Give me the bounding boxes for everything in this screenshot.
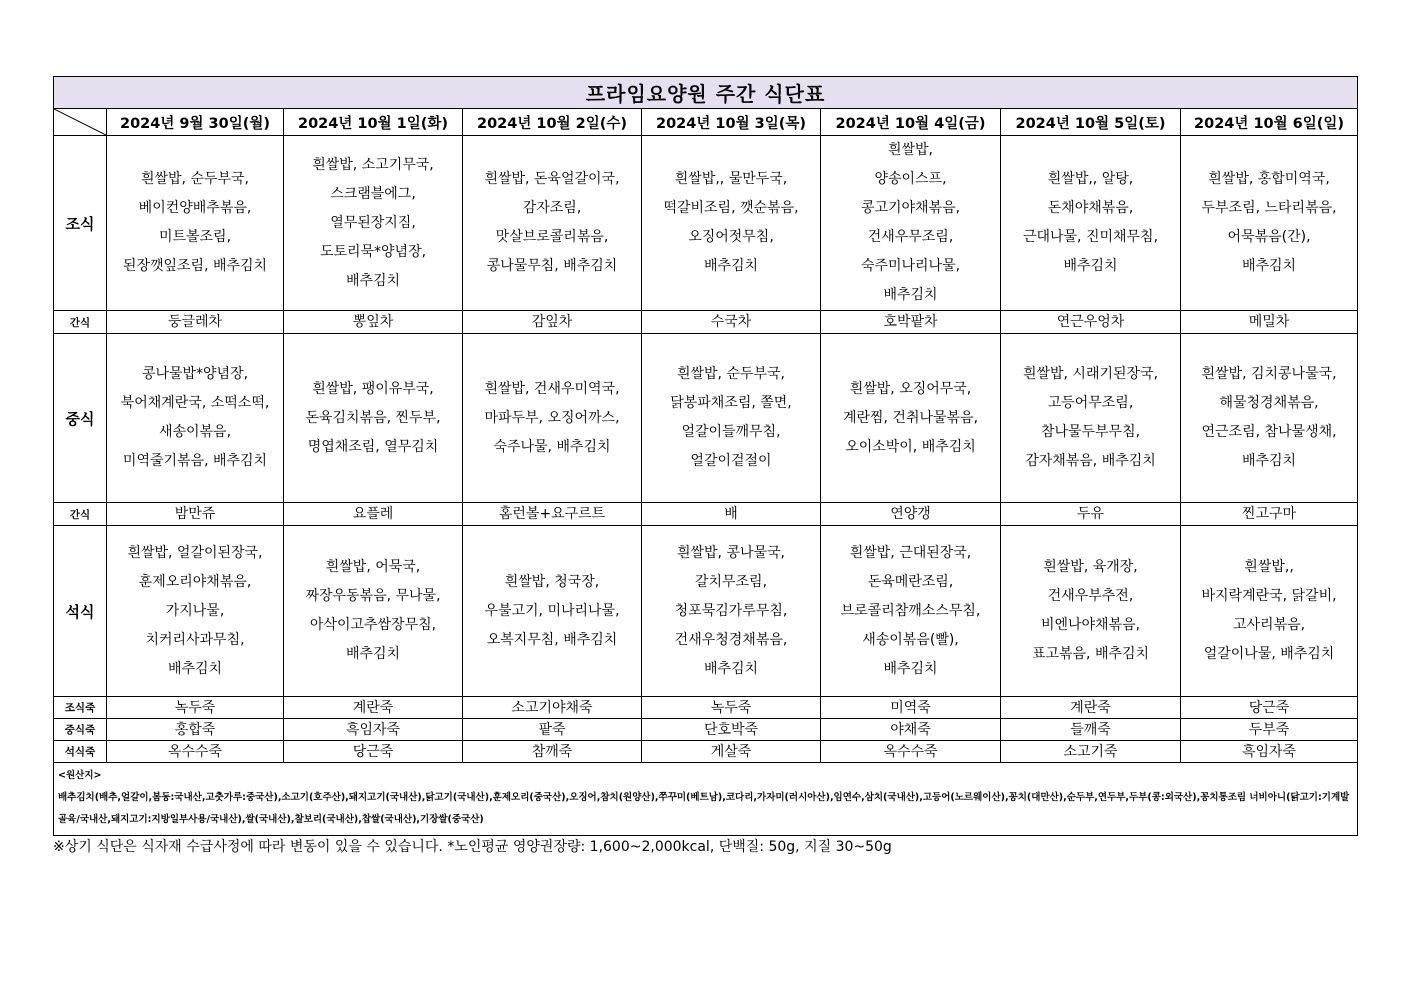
snack-cell: 뽕잎차 bbox=[284, 311, 463, 334]
snack-cell: 연근우엉차 bbox=[1001, 311, 1181, 334]
menu-title: 프라임요양원 주간 식단표 bbox=[54, 77, 1358, 109]
snack-cell: 메밀차 bbox=[1181, 311, 1358, 334]
menu-item-line: 비엔나야채볶음, bbox=[1040, 617, 1141, 633]
dinner-cell bbox=[463, 526, 642, 697]
porridge-cell: 소고기야채죽 bbox=[463, 697, 642, 719]
menu-item-line: 갈치무조림, bbox=[694, 573, 768, 590]
menu-item-line: 고사리볶음, bbox=[1233, 617, 1306, 633]
menu-item-line: 참나물두부무침, bbox=[1040, 424, 1141, 440]
menu-item-line: 감자채볶음, 배추김치 bbox=[1025, 453, 1156, 469]
porridge-cell: 게살죽 bbox=[642, 741, 821, 763]
dinner-cell bbox=[1001, 526, 1181, 697]
dinner-cell bbox=[642, 526, 821, 697]
breakfast-cell bbox=[284, 136, 463, 311]
porridge-cell: 흑임자죽 bbox=[284, 719, 463, 741]
row-label-snack1: 간식 bbox=[54, 311, 107, 334]
porridge-cell: 소고기죽 bbox=[1001, 741, 1181, 763]
menu-item-line: 표고볶음, 배추김치 bbox=[1031, 646, 1150, 662]
menu-item-line: 흰쌀밥, 어묵국, bbox=[325, 559, 421, 575]
menu-item-line: 연근조림, 참나물생채, bbox=[1201, 424, 1337, 440]
menu-item-line: 배추김치 bbox=[1241, 453, 1297, 469]
menu-item-line: 된장깻잎조림, 배추김치 bbox=[122, 258, 268, 274]
menu-item-line: 흰쌀밥,, 알탕, bbox=[1047, 171, 1134, 187]
porridge-cell: 미역죽 bbox=[821, 697, 1001, 719]
date-header: 2024년 10월 6일(일) bbox=[1181, 109, 1358, 136]
row-label-lunch-porridge: 중식죽 bbox=[54, 719, 107, 741]
menu-item-line: 돈채야채볶음, bbox=[1047, 200, 1134, 216]
menu-item-line: 얼갈이나물, 배추김치 bbox=[1203, 646, 1335, 662]
menu-item-line: 배추김치 bbox=[167, 660, 223, 677]
porridge-cell: 홍합죽 bbox=[107, 719, 284, 741]
menu-item-line: 흰쌀밥, 홍합미역국, bbox=[1208, 171, 1330, 187]
menu-item-line: 어묵볶음(간), bbox=[1227, 229, 1311, 245]
menu-item-line: 숙주미나리나물, bbox=[860, 258, 961, 274]
dinner-cell bbox=[1181, 526, 1358, 697]
weekly-menu-table bbox=[53, 76, 1358, 836]
row-label-snack2: 간식 bbox=[54, 503, 107, 526]
menu-item-line: 가지나물, bbox=[165, 602, 225, 619]
menu-item-line: 흰쌀밥, 소고기무국, bbox=[312, 156, 434, 173]
breakfast-cell bbox=[642, 136, 821, 311]
menu-item-line: 돈육메란조림, bbox=[867, 573, 954, 590]
row-label-dinner-porridge: 석식죽 bbox=[54, 741, 107, 763]
dinner-row bbox=[54, 526, 1358, 697]
breakfast-cell bbox=[1001, 136, 1181, 311]
menu-item-line: 청포묵김가루무침, bbox=[674, 602, 788, 619]
porridge-cell: 녹두죽 bbox=[107, 697, 284, 719]
menu-item-line: 흰쌀밥,, bbox=[1244, 559, 1294, 575]
porridge-cell: 두부죽 bbox=[1181, 719, 1358, 741]
date-header: 2024년 10월 1일(화) bbox=[284, 109, 463, 136]
row-label-breakfast-porridge: 조식죽 bbox=[54, 697, 107, 719]
menu-item-line: 떡갈비조림, 깻순볶음, bbox=[663, 200, 799, 216]
date-header: 2024년 10월 4일(금) bbox=[821, 109, 1001, 136]
menu-item-line: 명엽채조림, 열무김치 bbox=[307, 438, 439, 455]
menu-item-line: 흰쌀밥,, 물만두국, bbox=[674, 171, 788, 187]
menu-item-line: 미트볼조림, bbox=[158, 229, 232, 245]
menu-item-line: 얼갈이들깨무침, bbox=[681, 424, 781, 440]
row-label-breakfast: 조식 bbox=[54, 136, 107, 311]
snack-cell: 두유 bbox=[1001, 503, 1181, 526]
dinner-cell bbox=[107, 526, 284, 697]
porridge-cell: 녹두죽 bbox=[642, 697, 821, 719]
menu-item-line: 열무된장지짐, bbox=[330, 214, 416, 231]
menu-item-line: 오이소박이, 배추김치 bbox=[845, 438, 976, 455]
menu-item-line: 훈제오리야채볶음, bbox=[138, 573, 252, 590]
date-header: 2024년 10월 3일(목) bbox=[642, 109, 821, 136]
menu-item-line: 근대나물, 진미채무침, bbox=[1022, 229, 1159, 245]
menu-item-line: 맛살브로콜리볶음, bbox=[495, 229, 609, 245]
menu-item-line: 마파두부, 오징어까스, bbox=[484, 409, 620, 426]
snack-cell: 배 bbox=[642, 503, 821, 526]
menu-item-line: 건새우청경채볶음, bbox=[674, 631, 788, 648]
menu-item-line: 배추김치 bbox=[1241, 258, 1297, 274]
menu-item-line: 배추김치 bbox=[1063, 258, 1118, 274]
breakfast-cell bbox=[1181, 136, 1358, 311]
menu-item-line: 배추김치 bbox=[345, 272, 401, 289]
diagonal-line bbox=[54, 109, 106, 135]
snack-cell: 밤만쥬 bbox=[107, 503, 284, 526]
menu-item-line: 고등어무조림, bbox=[1047, 395, 1134, 411]
menu-item-line: 감자조림, bbox=[522, 200, 582, 216]
lunch-cell bbox=[107, 334, 284, 503]
menu-item-line: 배추김치 bbox=[703, 660, 759, 677]
menu-item-line: 흰쌀밥, 육개장, bbox=[1043, 559, 1138, 575]
menu-item-line: 흰쌀밥, 시래기된장국, bbox=[1022, 366, 1159, 382]
snack-cell: 홈런볼+요구르트 bbox=[463, 503, 642, 526]
menu-item-line: 흰쌀밥, bbox=[887, 142, 934, 158]
menu-item-line: 흰쌀밥, 얼갈이된장국, bbox=[127, 544, 263, 561]
porridge-cell: 야채죽 bbox=[821, 719, 1001, 741]
menu-item-line: 얼갈이겉절이 bbox=[690, 453, 772, 469]
porridge-cell: 팥죽 bbox=[463, 719, 642, 741]
menu-item-line: 콩나물무침, 배추김치 bbox=[486, 258, 618, 274]
menu-item-line: 배추김치 bbox=[883, 287, 938, 303]
footnote: ※상기 식단은 식자재 수급사정에 따라 변동이 있을 수 있습니다. *노인평균 영양권장량: 1,600~2,000kcal, 단백질: 50g, 지질 30~50g bbox=[53, 839, 892, 855]
menu-item-line: 흰쌀밥, 순두부국, bbox=[140, 171, 250, 187]
origin-info bbox=[54, 763, 1358, 836]
snack-cell: 수국차 bbox=[642, 311, 821, 334]
porridge-cell: 참깨죽 bbox=[463, 741, 642, 763]
menu-item-line: 브로콜리참깨소스무침, bbox=[840, 602, 981, 619]
menu-item-line: 흰쌀밥, 돈육얼갈이국, bbox=[484, 171, 620, 187]
snack-cell: 찐고구마 bbox=[1181, 503, 1358, 526]
menu-item-line: 스크램블에그, bbox=[330, 185, 416, 202]
menu-item-line: 흰쌀밥, 근대된장국, bbox=[849, 544, 972, 561]
menu-item-line: 계란찜, 건취나물볶음, bbox=[842, 409, 979, 426]
menu-item-line: 흰쌀밥, 오징어무국, bbox=[849, 380, 972, 397]
porridge-cell: 계란죽 bbox=[1001, 697, 1181, 719]
lunch-cell bbox=[1181, 334, 1358, 503]
snack-cell: 둥글레차 bbox=[107, 311, 284, 334]
breakfast-cell bbox=[821, 136, 1001, 311]
menu-item-line: 짜장우동볶음, 무나물, bbox=[305, 588, 441, 604]
menu-item-line: 콩고기야채볶음, bbox=[860, 200, 961, 216]
dinner-cell bbox=[821, 526, 1001, 697]
menu-item-line: 흰쌀밥, 팽이유부국, bbox=[312, 380, 434, 397]
porridge-cell: 옥수수죽 bbox=[107, 741, 284, 763]
origin-row bbox=[54, 763, 1358, 836]
porridge-cell: 단호박죽 bbox=[642, 719, 821, 741]
menu-item-line: 치커리사과무침, bbox=[145, 631, 245, 648]
date-header: 2024년 10월 2일(수) bbox=[463, 109, 642, 136]
porridge-cell: 들깨죽 bbox=[1001, 719, 1181, 741]
menu-item-line: 오징어젓무침, bbox=[688, 229, 774, 245]
origin-text: 배추김치(배추,얼갈이,봄동:국내산,고춧가루:중국산),소고기(호주산),돼지고기(국내산),닭고기(국내산),훈제오리(중국산),오징어,참치(원양산),쭈꾸미(베트남),코다리,가자미(러시아산),임연수,삼치(국내산),고등어(노르웨이산),꽁치(대만산),순두부,연두부,두부(콩:외국산),꽁치통조림 너비아니(닭고기:기계발골육/국내산,돼지고기:지방일부사용/국내산),쌀(국내산),찰보리(국내산),찹쌀(국내산),기장쌀(중국산) bbox=[58, 792, 1350, 825]
menu-item-line: 새송이볶음(빨), bbox=[862, 631, 959, 648]
dinner-porridge-row bbox=[54, 741, 1358, 763]
snack2-row bbox=[54, 503, 1358, 526]
snack1-row bbox=[54, 311, 1358, 334]
porridge-cell: 옥수수죽 bbox=[821, 741, 1001, 763]
menu-item-line: 닭봉파채조림, 쫄면, bbox=[670, 395, 792, 411]
snack-cell: 연양갱 bbox=[821, 503, 1001, 526]
row-label-lunch: 중식 bbox=[54, 334, 107, 503]
porridge-cell: 계란죽 bbox=[284, 697, 463, 719]
menu-item-line: 미역줄기볶음, 배추김치 bbox=[122, 453, 268, 469]
menu-item-line: 도토리묵*양념장, bbox=[319, 243, 427, 260]
menu-item-line: 바지락계란국, 닭갈비, bbox=[1201, 588, 1337, 604]
lunch-cell bbox=[463, 334, 642, 503]
breakfast-row bbox=[54, 136, 1358, 311]
menu-item-line: 건새우무조림, bbox=[867, 229, 954, 245]
menu-item-line: 북어채계란국, 소떡소떡, bbox=[120, 395, 270, 411]
menu-item-line: 배추김치 bbox=[345, 646, 401, 662]
row-label-dinner: 석식 bbox=[54, 526, 107, 697]
menu-item-line: 배추김치 bbox=[883, 660, 938, 677]
menu-item-line: 숙주나물, 배추김치 bbox=[493, 438, 611, 455]
menu-item-line: 배추김치 bbox=[703, 258, 759, 274]
menu-item-line: 흰쌀밥, 건새우미역국, bbox=[484, 380, 620, 397]
menu-item-line: 아삭이고추쌈장무침, bbox=[309, 617, 437, 633]
lunch-row bbox=[54, 334, 1358, 503]
breakfast-cell bbox=[463, 136, 642, 311]
lunch-cell bbox=[284, 334, 463, 503]
menu-item-line: 건새우부추전, bbox=[1047, 588, 1134, 604]
menu-item-line: 새송이볶음, bbox=[158, 424, 232, 440]
dinner-cell bbox=[284, 526, 463, 697]
menu-item-line: 오복지무침, 배추김치 bbox=[486, 631, 618, 648]
menu-item-line: 돈육김치볶음, 찐두부, bbox=[305, 409, 441, 426]
menu-item-line: 흰쌀밥, 김치콩나물국, bbox=[1201, 366, 1337, 382]
date-header: 2024년 10월 5일(토) bbox=[1001, 109, 1181, 136]
date-header: 2024년 9월 30일(월) bbox=[107, 109, 284, 136]
date-header-row bbox=[54, 109, 1358, 136]
menu-item-line: 콩나물밥*양념장, bbox=[141, 366, 249, 382]
menu-item-line: 두부조림, 느타리볶음, bbox=[1201, 200, 1337, 216]
breakfast-cell bbox=[107, 136, 284, 311]
breakfast-porridge-row bbox=[54, 697, 1358, 719]
lunch-cell bbox=[821, 334, 1001, 503]
porridge-cell: 당근죽 bbox=[284, 741, 463, 763]
menu-item-line: 흰쌀밥, 순두부국, bbox=[676, 366, 786, 382]
lunch-porridge-row bbox=[54, 719, 1358, 741]
menu-item-line: 흰쌀밥, 청국장, bbox=[504, 573, 600, 590]
menu-item-line: 흰쌀밥, 콩나물국, bbox=[676, 544, 786, 561]
menu-item-line: 해물청경채볶음, bbox=[1219, 395, 1319, 411]
corner-cell bbox=[54, 109, 107, 136]
menu-item-line: 우불고기, 미나리나물, bbox=[484, 602, 620, 619]
snack-cell: 감잎차 bbox=[463, 311, 642, 334]
porridge-cell: 당근죽 bbox=[1181, 697, 1358, 719]
lunch-cell bbox=[1001, 334, 1181, 503]
menu-item-line: 베이컨양배추볶음, bbox=[138, 200, 252, 216]
menu-item-line: 양송이스프, bbox=[874, 171, 947, 187]
origin-heading: <원산지> bbox=[58, 770, 102, 781]
lunch-cell bbox=[642, 334, 821, 503]
snack-cell: 호박팥차 bbox=[821, 311, 1001, 334]
porridge-cell: 흑임자죽 bbox=[1181, 741, 1358, 763]
snack-cell: 요플레 bbox=[284, 503, 463, 526]
